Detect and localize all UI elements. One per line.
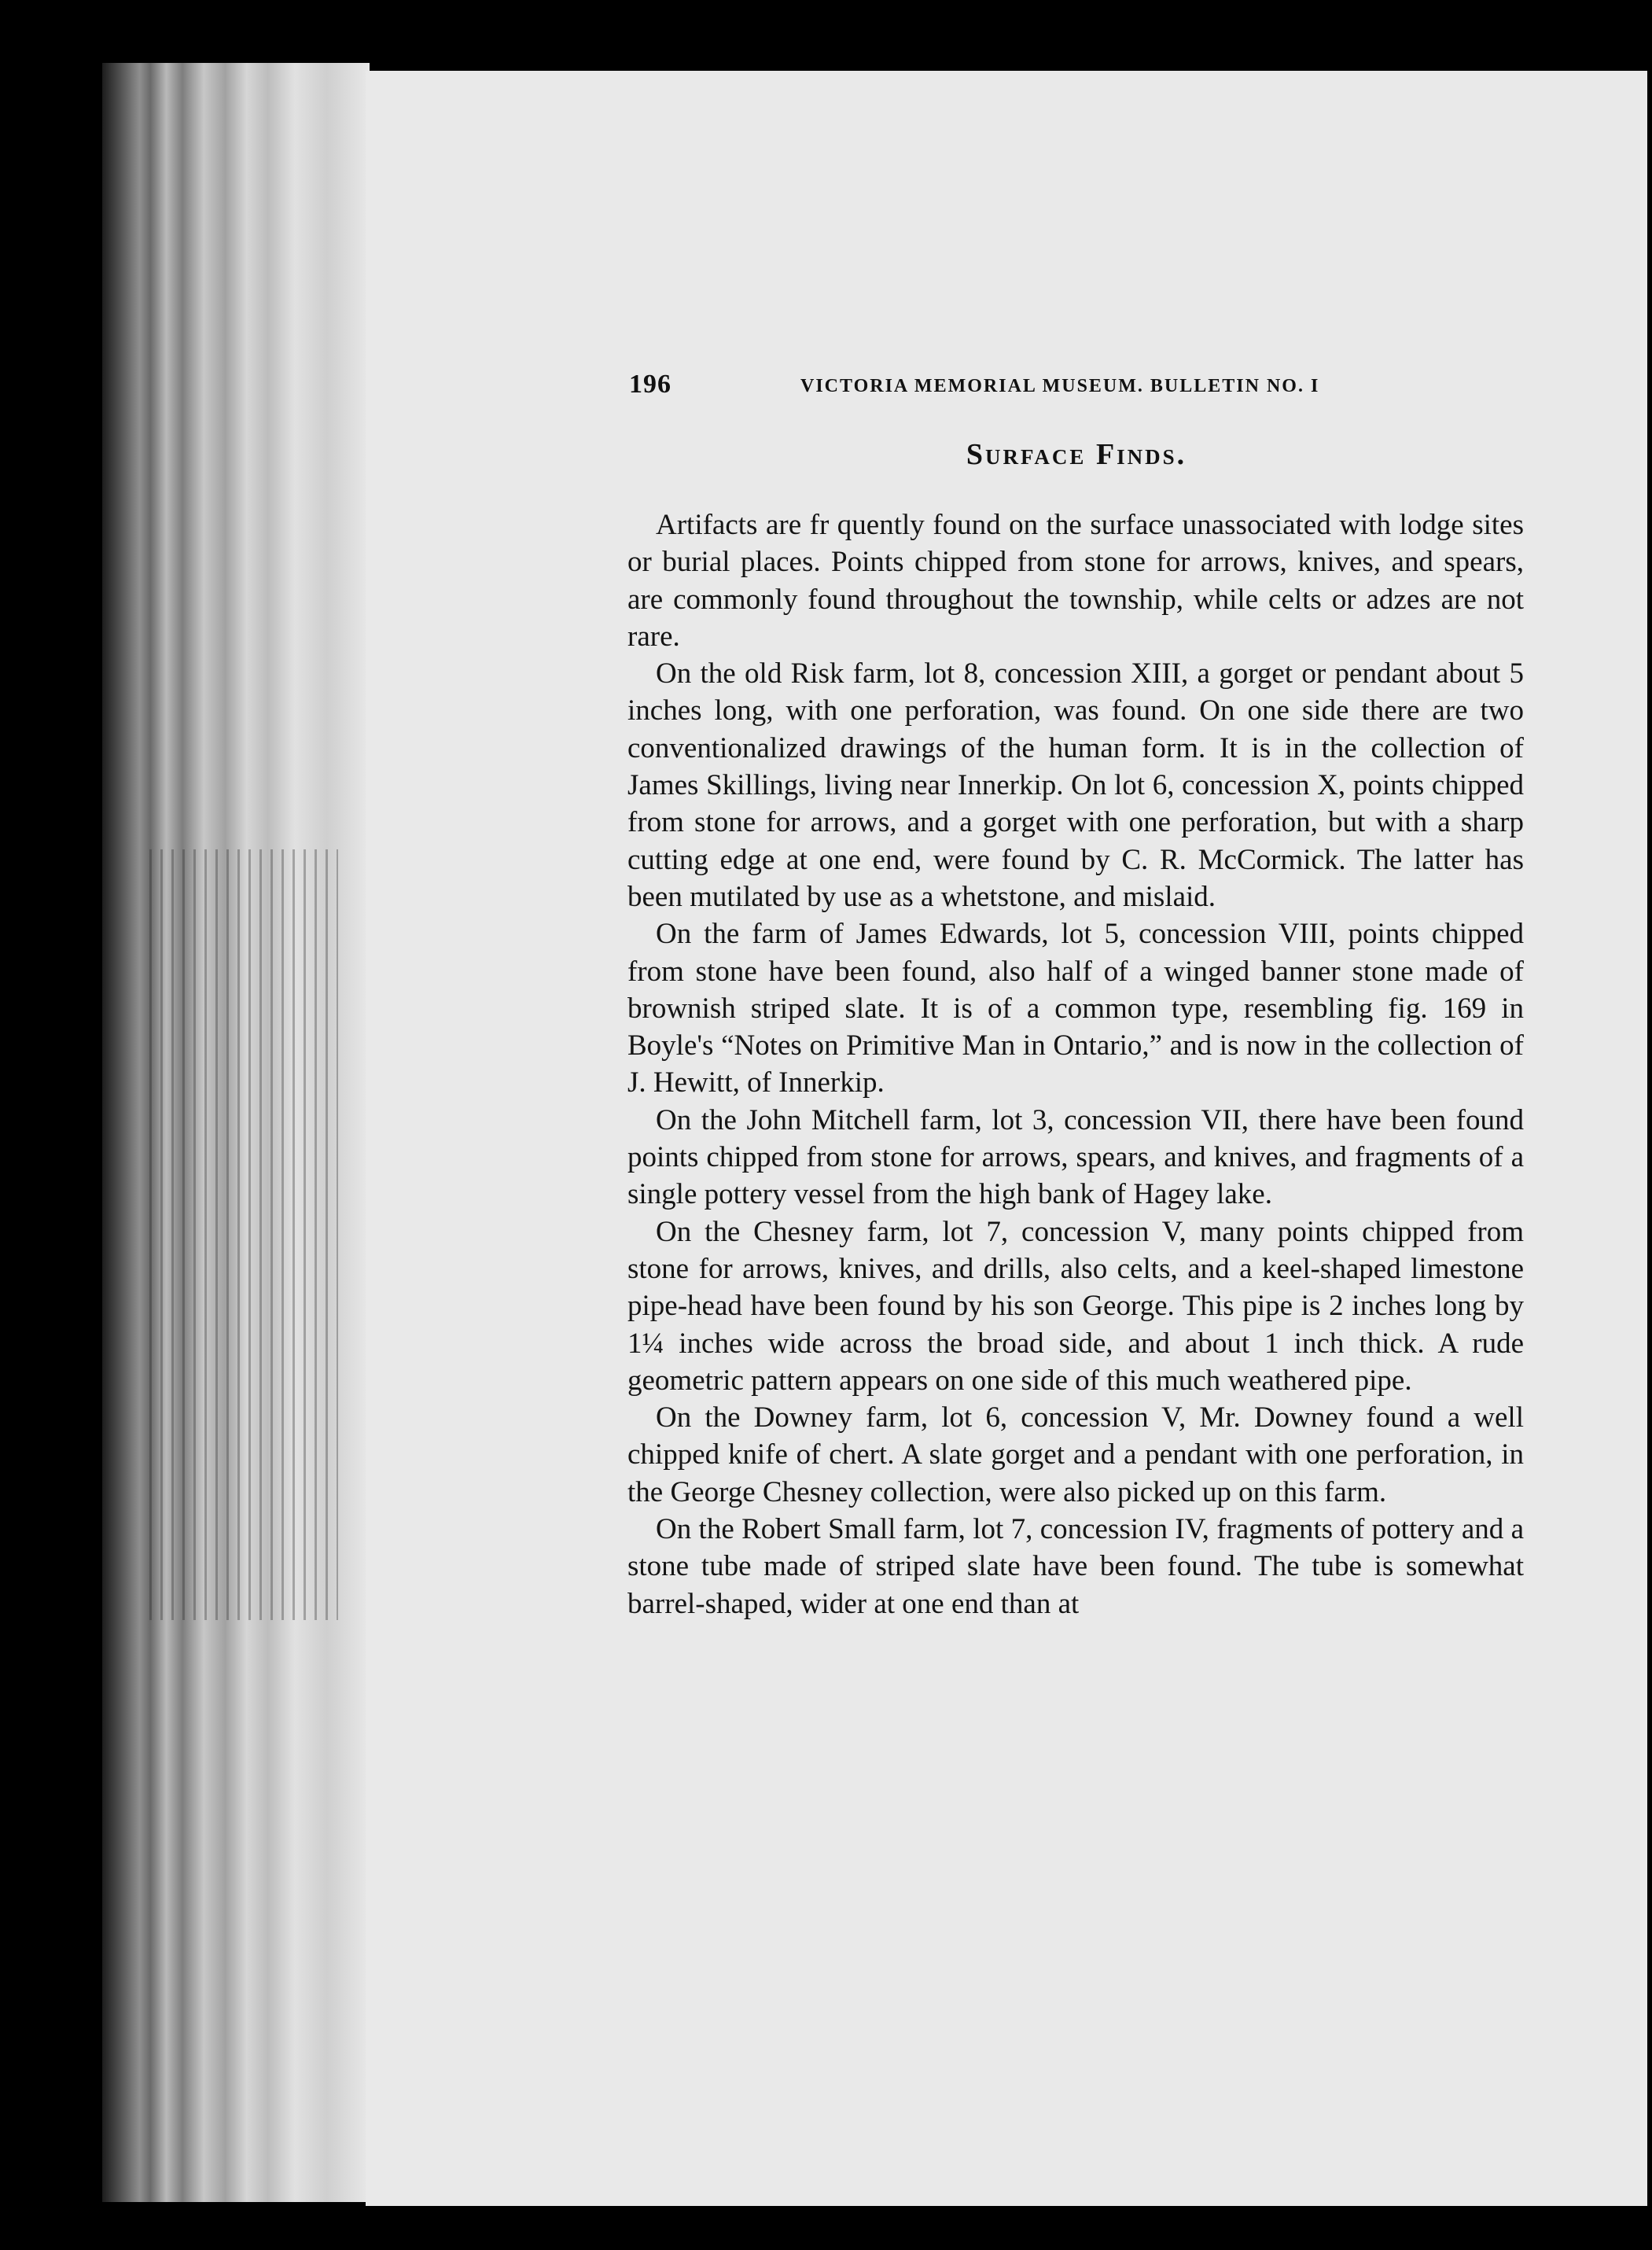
paragraph-2: On the old Risk farm, lot 8, concession XIII, a gorget or pendant about 5 inches long, with one perforation, was found. On one side there are two conventionalized drawings of the human form. It is in the collection of James Skillings, living near Innerkip. On lot 6, concession X, points chipped from stone for arrows, and a gorget with one perforation, but with a sharp cutting edge at one end, were found by C. R. McCormick. The latter has been mutilated by use as a whetstone, and mislaid. <box>627 657 1524 913</box>
page-margin-mark <box>1628 456 1634 472</box>
paragraph-3: On the farm of James Edwards, lot 5, concession VIII, points chipped from stone have been found, also half of a winged banner stone made of brownish striped slate. It is of a common type, resembling fig. 169 in Boyle's “Notes on Primitive Man in Ontario,” and is now in the collection of J. Hewitt, of Innerkip. <box>627 918 1524 1099</box>
running-head: VICTORIA MEMORIAL MUSEUM. BULLETIN NO. I <box>800 376 1320 396</box>
paragraph-1: Artifacts are fr quently found on the surface unassociated with lodge sites or burial places. Points chipped from stone for arrows, knives, and spears, are commonly found throughout the township, while celts or adzes are not rare. <box>627 509 1524 653</box>
edge-stripes <box>149 849 338 1620</box>
body-text <box>627 506 1524 1622</box>
paragraph-7: On the Robert Small farm, lot 7, concession IV, fragments of pottery and a stone tube made of striped slate have been found. The tube is somewhat barrel-shaped, wider at one end than at <box>627 1513 1524 1620</box>
page-number: 196 <box>629 370 671 399</box>
page-header <box>629 370 1415 404</box>
paragraph-5: On the Chesney farm, lot 7, concession V, many points chipped from stone for arrows, knives, and drills, also celts, and a keel-shaped limestone pipe-head have been found by his son George. This pipe is 2 inches long by 1¼ inches wide across the broad side, and about 1 inch thick. A rude geometric pattern appears on one side of this much weathered pipe. <box>627 1215 1524 1397</box>
paragraph-4: On the John Mitchell farm, lot 3, concession VII, there have been found points chipped from stone for arrows, spears, and knives, and fragments of a single pottery vessel from the high bank of Hagey lake. <box>627 1103 1524 1211</box>
paragraph-6: On the Downey farm, lot 6, concession V, Mr. Downey found a well chipped knife of chert. A slate gorget and a pendant with one perforation, in the George Chesney collection, were also picked up on this farm. <box>627 1401 1524 1508</box>
section-title: Surface Finds. <box>966 438 1187 471</box>
